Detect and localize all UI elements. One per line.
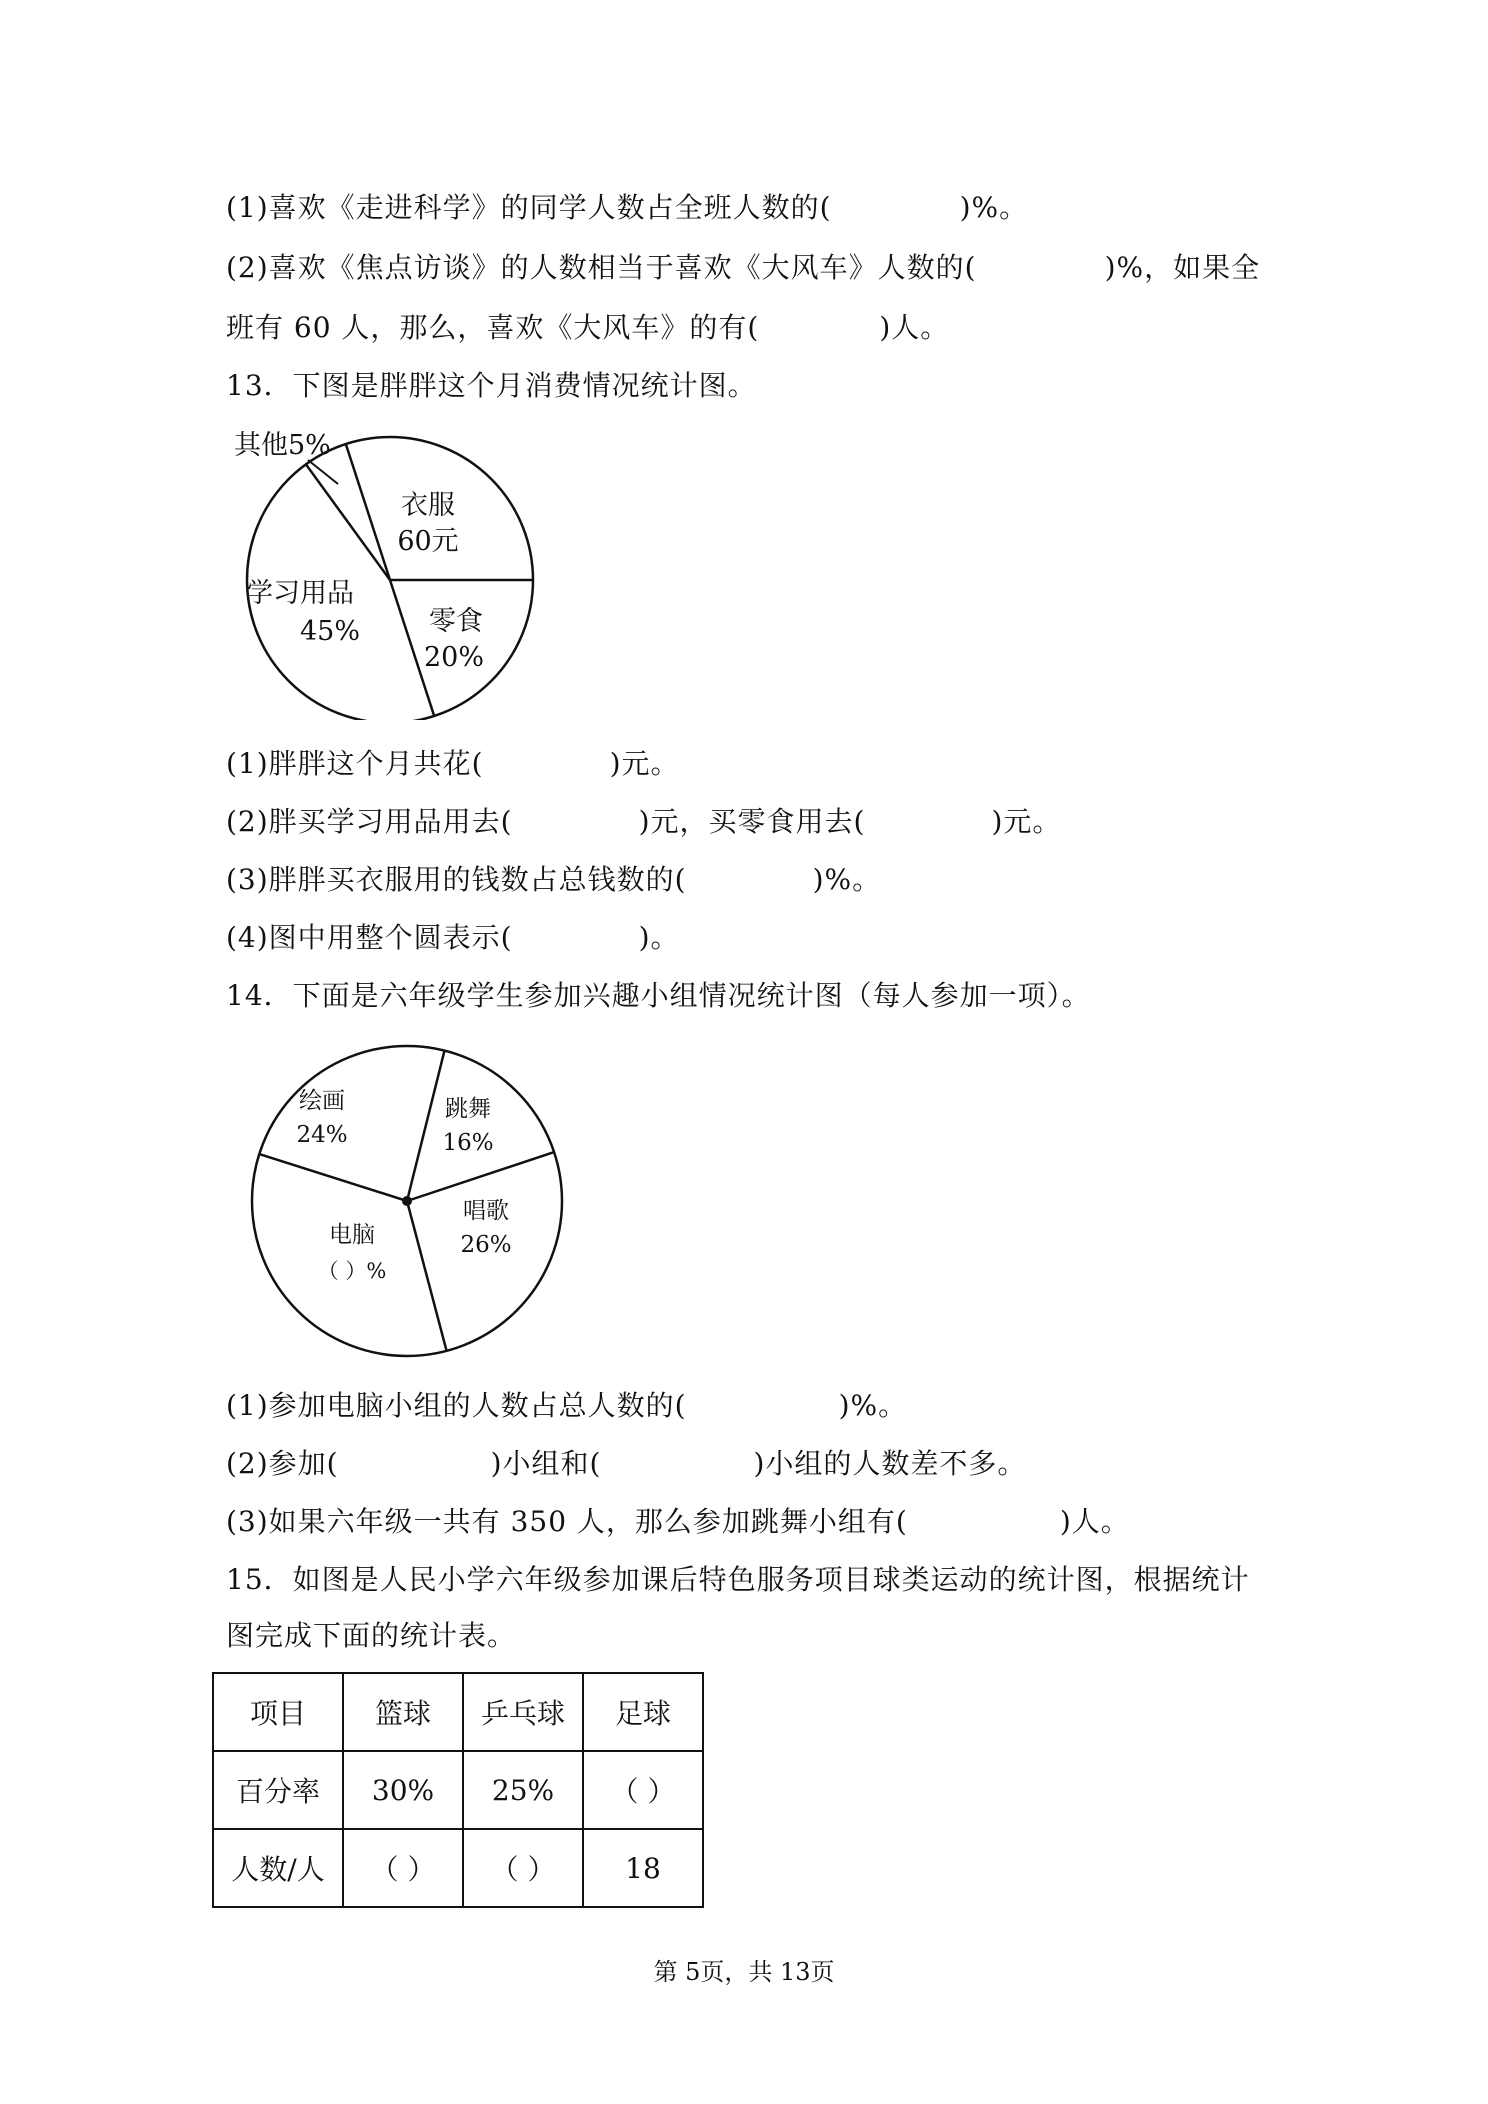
table-row — [213, 1829, 703, 1907]
q13-value-supplies: 45% — [299, 616, 361, 647]
table-cell-answer[interactable]: （ ） — [583, 1751, 703, 1829]
q13-part2: (2)胖买学习用品用去( )元，买零食用去( )元。 — [226, 805, 1062, 838]
table-header-row — [213, 1673, 703, 1751]
q13-label-supplies: 学习用品 — [246, 578, 354, 609]
q13-value-clothes: 60元 — [397, 526, 459, 557]
q13-title: 13．下图是胖胖这个月消费情况统计图。 — [226, 369, 757, 402]
q14-pie-chart — [242, 1036, 582, 1366]
q12-part1: (1)喜欢《走进科学》的同学人数占全班人数的( )%。 — [226, 191, 1029, 224]
table-header-cell: 乒乓球 — [463, 1673, 583, 1751]
q13-part1: (1)胖胖这个月共花( )元。 — [226, 747, 680, 780]
q13-part3: (3)胖胖买衣服用的钱数占总钱数的( )%。 — [226, 863, 882, 896]
q15-stats-table — [212, 1672, 704, 1908]
q13-label-other: 其他5% — [234, 430, 331, 461]
q14-label-drawing: 绘画 — [299, 1088, 345, 1114]
q14-slice-divider — [407, 1152, 554, 1201]
q14-slice-divider — [407, 1201, 447, 1351]
q14-label-computer: 电脑 — [329, 1222, 375, 1248]
table-cell: 18 — [583, 1829, 703, 1907]
q14-value-singing: 26% — [460, 1232, 512, 1258]
q15-title: 15．如图是人民小学六年级参加课后特色服务项目球类运动的统计图，根据统计 — [226, 1563, 1250, 1596]
q13-pie-chart — [220, 420, 600, 720]
q14-label-singing: 唱歌 — [463, 1198, 509, 1224]
q13-value-snacks: 20% — [423, 642, 485, 673]
q14-value-drawing: 24% — [296, 1122, 348, 1148]
q12-part2-cont: 班有 60 人，那么，喜欢《大风车》的有( )人。 — [226, 311, 950, 344]
q14-label-dance: 跳舞 — [445, 1096, 491, 1122]
table-row — [213, 1751, 703, 1829]
table-cell-answer[interactable]: （ ） — [463, 1829, 583, 1907]
table-cell-answer[interactable]: （ ） — [343, 1829, 463, 1907]
q14-value-dance: 16% — [442, 1130, 494, 1156]
q13-label-clothes: 衣服 — [401, 490, 455, 521]
q13-part4: (4)图中用整个圆表示( )。 — [226, 921, 680, 954]
q12-part2: (2)喜欢《焦点访谈》的人数相当于喜欢《大风车》人数的( )%，如果全 — [226, 251, 1261, 284]
q14-part2: (2)参加( )小组和( )小组的人数差不多。 — [226, 1447, 1027, 1480]
table-cell: 25% — [463, 1751, 583, 1829]
q14-slice-divider — [407, 1051, 445, 1201]
q13-slice-divider — [346, 444, 390, 580]
q14-slice-divider — [259, 1154, 407, 1201]
table-cell: 人数/人 — [213, 1829, 343, 1907]
table-header-cell: 足球 — [583, 1673, 703, 1751]
table-header-cell: 项目 — [213, 1673, 343, 1751]
q14-center-dot — [402, 1196, 412, 1206]
table-header-cell: 篮球 — [343, 1673, 463, 1751]
q13-slice-divider — [306, 464, 390, 580]
q15-title-cont: 图完成下面的统计表。 — [226, 1619, 517, 1652]
q13-label-snacks: 零食 — [429, 606, 483, 637]
q14-value-computer: （ ）% — [317, 1259, 387, 1283]
table-cell: 30% — [343, 1751, 463, 1829]
q14-part1: (1)参加电脑小组的人数占总人数的( )%。 — [226, 1389, 908, 1422]
page-footer: 第 5页，共 13页 — [653, 1958, 835, 1986]
q14-part3: (3)如果六年级一共有 350 人，那么参加跳舞小组有( )人。 — [226, 1505, 1130, 1538]
table-cell: 百分率 — [213, 1751, 343, 1829]
q14-title: 14．下面是六年级学生参加兴趣小组情况统计图（每人参加一项）。 — [226, 979, 1091, 1012]
